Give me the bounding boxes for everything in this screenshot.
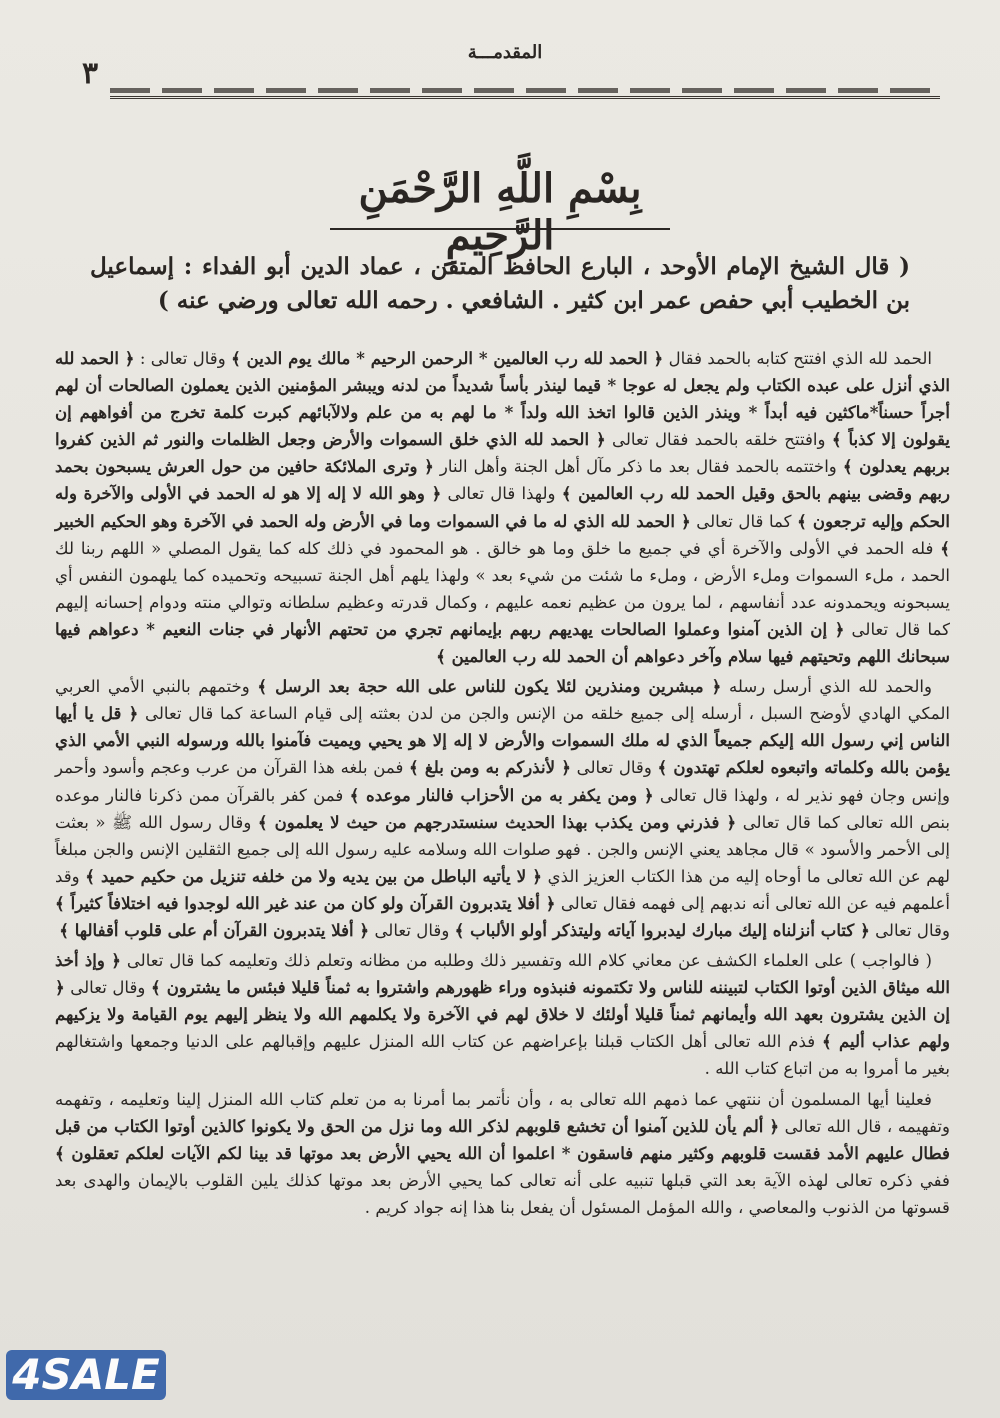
paragraph: [55, 345, 950, 670]
commentary-text: فمن بلغه هذا القرآن من عرب وعجم وأسود وأحمر وإنس وجان فهو نذير له ، ولهذا قال تعالى: [55, 758, 950, 805]
commentary-text: ولهذا قال تعالى: [441, 484, 562, 504]
header-ornament: [110, 88, 940, 93]
commentary-text: وقال تعالى: [869, 920, 950, 940]
commentary-text: فعلينا أيها المسلمون أن ننتهي عما ذمهم الله تعالى به ، وأن نأتمر بما أمرنا به من تعلم كتاب الله المنزل إلينا وتعليمه ، وتفهمه وتفهيمه ، قال الله تعالى: [55, 1089, 950, 1136]
quran-verse: ﴿ الحمد لله الذي له ما في السموات وما في الأرض وله الحمد في الآخرة وهو الحكيم الخبير ﴾: [55, 510, 950, 558]
quran-verse: ﴿ مبشرين ومنذرين لئلا يكون للناس على الله حجة بعد الرسل ﴾: [257, 676, 722, 697]
page-header: [70, 38, 940, 98]
commentary-text: وقال رسول الله ﷺ « بعثت إلى الأحمر والأسود » قال مجاهد يعني الإنس والجن . فهو صلوات الله وسلامه عليه رسول الله إلى جميع الثقلين الإنس والجن مبلغاً لهم عن الله تعالى ما أوحاه إليه من هذا الكتاب العزيز الذي: [55, 812, 950, 886]
quran-verse: ﴿ وترى الملائكة حافين من حول العرش يسبحون بحمد ربهم وقضى بينهم بالحق وقيل الحمد لله رب العالمين ﴾: [55, 456, 950, 504]
commentary-text: واختتمه بالحمد فقال بعد ما ذكر مآل أهل الجنة وأهل النار: [433, 457, 843, 477]
commentary-text: والحمد لله الذي أرسل رسله: [721, 677, 933, 697]
commentary-text: وقال تعالى :: [134, 349, 232, 368]
quran-verse: ﴿ لا يأتيه الباطل من بين يديه ولا من خلفه تنزيل من حكيم حميد ﴾: [85, 865, 543, 886]
commentary-text: ( فالواجب ) على العلماء الكشف عن معاني كلام الله وتفسير ذلك وطلبه من مظانه وتعلم ذلك وتعليمه كما قال تعالى: [121, 951, 933, 971]
commentary-text: الحمد لله الذي افتتح كتابه بالحمد فقال: [663, 349, 932, 368]
quran-verse: ﴿ إن الذين يشترون بعهد الله وأيمانهم ثمناً قليلا أولئك لا خلاق لهم في الآخرة ولا يكلمهم الله ولا ينظر إليهم يوم القيامة ولا يزكيهم ولهم عذاب أليم ﴾: [55, 977, 950, 1052]
commentary-text: وقال تعالى: [369, 920, 455, 940]
paragraph: [55, 673, 950, 944]
quran-verse: ﴿ فذرني ومن يكذب بهذا الحديث سنستدرجهم من حيث لا يعلمون ﴾: [257, 811, 737, 832]
header-rule: [110, 96, 940, 99]
quran-verse: ﴿ الحمد لله الذي خلق السموات والأرض وجعل الظلمات والنور ثم الذين كفروا بربهم يعدلون ﴾: [55, 429, 950, 477]
quran-verse: ﴿ الحمد لله الذي أنزل على عبده الكتاب ولم يجعل له عوجا * قيما لينذر بأساً شديداً من لدنه ويبشر المؤمنين الذين يعملون الصالحات أن لهم أجراً حسناً*ماكثين فيه أبداً * وينذر الذين قالوا اتخذ الله ولداً * ما لهم به من علم ولالآبائهم كبرت كلمة تخرج من أفواههم إن يقولون إلا كذباً ﴾: [55, 348, 950, 450]
quran-verse: ﴿ كتاب أنزلناه إليك مبارك ليدبروا آياته وليتذكر أولو الألباب ﴾: [454, 919, 870, 940]
quran-verse: ﴿ إن الذين آمنوا وعملوا الصالحات يهديهم ربهم بإيمانهم تجري من تحتهم الأنهار في جنات النعيم * دعواهم فيها سبحانك اللهم وتحيتهم فيها سلام وآخر دعواهم أن الحمد لله رب العالمين ﴾: [55, 618, 950, 667]
commentary-text: وختمهم بالنبي الأمي العربي المكي الهادي لأوضح السبل ، أرسله إلى جميع خلقه من الإنس والجن من لدن بعثته إلى قيام الساعة كما قال تعالى: [55, 677, 950, 724]
commentary-text: وقال تعالى: [64, 978, 151, 998]
author-intro: ( قال الشيخ الإمام الأوحد ، البارع الحافظ المتقن ، عماد الدين أبو الفداء : إسماعيل بن الخطيب أبي حفص عمر ابن كثير . الشافعي . رحمه الله تعالى ورضي عنه ): [90, 253, 910, 314]
body-text: [55, 345, 950, 1224]
quran-verse: ﴿ لأنذركم به ومن بلغ ﴾: [409, 757, 571, 778]
quran-verse: ﴿ ألم يأن للذين آمنوا أن تخشع قلوبهم لذكر الله وما نزل من الحق ولا يكونوا كالذين أوتوا الكتاب من قبل فطال عليهم الأمد فقست قلوبهم وكثير منهم فاسقون * اعلموا أن الله يحيي الأرض بعد موتها قد بينا لكم الآيات لعلكم تعقلون ﴾: [55, 1115, 950, 1163]
quran-verse: ﴿ قل يا أيها الناس إني رسول الله إليكم جميعاً الذي له ملك السموات والأرض لا إله إلا هو يحيي ويميت فآمنوا بالله ورسوله النبي الأمي الذي يؤمن بالله وكلماته واتبعوه لعلكم تهتدون ﴾: [55, 703, 950, 778]
quran-verse: ﴿ ومن يكفر به من الأحزاب فالنار موعده ﴾: [349, 784, 654, 805]
commentary-text: كما قال تعالى: [690, 511, 798, 531]
quran-verse: ﴿ وإذ أخذ الله ميثاق الذين أوتوا الكتاب لتبيننه للناس ولا تكتمونه فنبذوه وراء ظهورهم واشتروا به ثمناً قليلا فبئس ما يشترون ﴾: [55, 950, 950, 998]
paragraph: [55, 1086, 950, 1221]
basmala-underline: [330, 228, 670, 230]
quran-verse: ﴿ أفلا يتدبرون القرآن ولو كان من عند غير الله لوجدوا فيه اختلافاً كثيراً ﴾: [55, 892, 556, 913]
basmala-calligraphy: بِسْمِ اللَّهِ الرَّحْمَنِ الرَّحِيمِ: [358, 165, 642, 259]
commentary-text: ففي ذكره تعالى لهذه الآية بعد التي قبلها تنبيه على أنه تعالى كما يحيي الأرض بعد موتها كذلك يلين القلوب بالإيمان والهدى بعد قسوتها من الذنوب والمعاصي ، والله المؤمل المسئول أن يفعل بنا هذا إنه جواد كريم .: [55, 1170, 950, 1217]
quran-verse: ﴿ وهو الله لا إله إلا هو له الحمد في الأولى والآخرة وله الحكم وإليه ترجعون ﴾: [55, 483, 950, 531]
commentary-text: وافتتح خلقه بالحمد فقال تعالى: [605, 430, 832, 450]
commentary-text: فمن كفر بالقرآن ممن ذكرنا فالنار موعده بنص الله تعالى كما قال تعالى: [55, 785, 951, 832]
seller-watermark-logo: 4SALE: [6, 1350, 166, 1400]
commentary-text: وقد أعلمهم فيه عن الله تعالى أنه ندبهم إلى فهمه فقال تعالى: [55, 866, 950, 913]
page-number: ٣: [82, 56, 99, 91]
commentary-text: فذم الله تعالى أهل الكتاب قبلنا بإعراضهم عن كتاب الله المنزل عليهم وإقبالهم على الدنيا وجمعها واشتغالهم بغير ما أمروا به من اتباع كتاب الله .: [55, 1032, 950, 1079]
quran-verse: ﴿ أفلا يتدبرون القرآن أم على قلوب أقفالها ﴾: [59, 919, 370, 940]
commentary-text: فله الحمد في الأولى والآخرة أي في جميع ما خلق وما هو خالق . هو المحمود في ذلك كله كما يقول المصلي « اللهم ربنا لك الحمد ، ملء السموات وملء الأرض ، وملء ما شئت من شيء بعد » ولهذا يلهم أهل الجنة تسبيحه وتحميده كما يلهمون النفس أي يسبحونه ويحمدونه عدد أنفاسهم ، لما يرون من عظيم نعمه عليهم ، وكمال قدرته وعظيم سلطانه وتوالي منته ودوام إحسانه إليهم كما قال تعالى: [55, 538, 950, 639]
commentary-text: وقال تعالى: [570, 758, 658, 778]
quran-verse: ﴿ الحمد لله رب العالمين * الرحمن الرحيم * مالك يوم الدين ﴾: [231, 348, 664, 368]
paragraph: [55, 947, 950, 1082]
section-title: المقدمـــة: [467, 42, 543, 63]
